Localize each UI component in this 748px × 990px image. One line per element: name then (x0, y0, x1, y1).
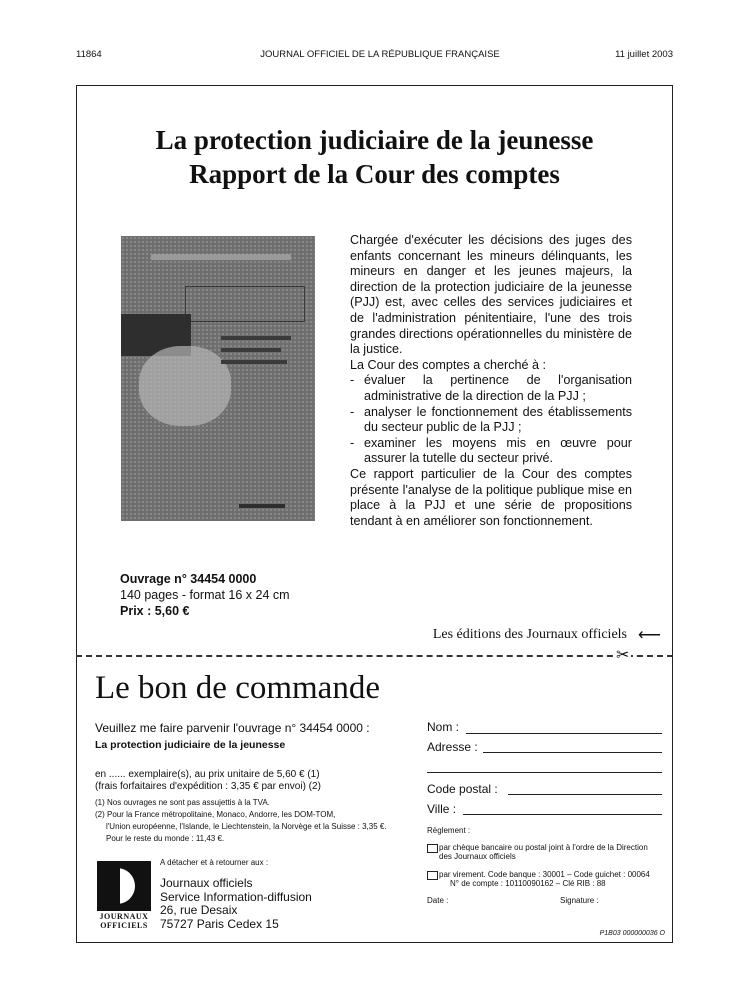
adresse-label: Adresse : (427, 740, 478, 754)
page-number: 11864 (76, 49, 102, 60)
list-item: - examiner les moyens mis en œuvre pour assurer la tutelle du secteur privé. (350, 436, 632, 467)
footnote-2: (2) Pour la France métropolitaine, Monaco, Andorre, les DOM-TOM, (95, 810, 336, 819)
ouvrage-number: Ouvrage n° 34454 0000 (120, 572, 257, 586)
order-book-title: La protection judiciaire de la jeunesse (95, 739, 286, 751)
ad-subtitle: Rapport de la Cour des comptes (189, 159, 560, 189)
logo-text-line2: OFFICIELS (100, 921, 148, 930)
scissors-icon: ✂ (616, 647, 630, 664)
ville-label: Ville : (427, 802, 457, 816)
list-item: - évaluer la pertinence de l'organisation administrative de la direction de la PJJ ; (350, 373, 632, 404)
code-postal-field[interactable] (508, 794, 662, 795)
cheque-checkbox[interactable] (427, 844, 438, 853)
objectives-list (350, 373, 632, 467)
signature-label: Signature : (560, 896, 599, 905)
compte-line: N° de compte : 10110090162 – Clé RIB : 88 (450, 879, 606, 888)
arrow-icon: ⟵ (638, 627, 661, 644)
description-intro: Chargée d'exécuter les décisions des juges des enfants concernant les mineurs délinquants, les mineurs en danger et les jeunes majeurs, la direction de la protection judiciaire de la jeunesse (PJJ) est, avec celles des services judiciaires et de l'administration pénitentiaire, l'une des trois grandes directions opérationnelles du ministère de la justice. (350, 233, 632, 357)
date-label: Date : (427, 896, 449, 905)
adresse-field-line2[interactable] (427, 772, 662, 773)
cut-line (76, 655, 673, 657)
order-request: Veuillez me faire parvenir l'ouvrage n° 34454 0000 : (95, 721, 370, 735)
adresse-field[interactable] (483, 752, 662, 753)
order-form-title: Le bon de commande (95, 670, 380, 706)
book-description (350, 233, 632, 529)
nom-label: Nom : (427, 720, 460, 734)
list-item: - analyser le fonctionnement des établissements du secteur public de la PJJ ; (350, 405, 632, 436)
virement-option: par virement. Code banque : 30001 – Code guichet : 00064 (439, 870, 650, 879)
address-line-2: Service Information-diffusion (160, 889, 312, 904)
header-date: 11 juillet 2003 (615, 49, 673, 60)
book-format: 140 pages - format 16 x 24 cm (120, 588, 290, 602)
code-postal-label: Code postal : (427, 782, 498, 796)
address-line-1: Journaux officiels (160, 876, 253, 890)
journal-title: JOURNAL OFFICIEL DE LA RÉPUBLIQUE FRANÇAISE (260, 49, 500, 60)
quantity-line: en ...... exemplaire(s), au prix unitaire de 5,60 € (1) (95, 769, 320, 780)
shipping-line: (frais forfaitaires d'expédition : 3,35 € par envoi) (2) (95, 781, 321, 792)
book-cover-image (121, 236, 315, 521)
ville-field[interactable] (463, 814, 662, 815)
address-line-4: 75727 Paris Cedex 15 (160, 916, 279, 931)
cheque-option: par chèque bancaire ou postal joint à l'ordre de la Direction des Journaux officiels (439, 843, 648, 861)
footnote-2-continued: l'Union européenne, l'Islande, le Liechtenstein, la Norvège et la Suisse : 3,35 €. (106, 822, 387, 831)
description-conclusion: Ce rapport particulier de la Cour des comptes présente l'analyse de la politique publique mise en place à la PJJ et une série de propositions tendant à en améliorer son fonctionnement. (350, 466, 632, 528)
reglement-label: Règlement : (427, 826, 471, 835)
nom-field[interactable] (466, 733, 662, 734)
return-address (160, 877, 312, 931)
description-lead: La Cour des comptes a cherché à : (350, 357, 547, 372)
book-price: Prix : 5,60 € (120, 604, 190, 618)
address-line-3: 26, rue Desaix (160, 903, 238, 917)
footnote-1: (1) Nos ouvrages ne sont pas assujettis à la TVA. (95, 798, 270, 807)
virement-checkbox[interactable] (427, 871, 438, 880)
reference-code: P1B03 000000036 O (599, 930, 665, 937)
logo-text-line1: JOURNAUX (99, 912, 149, 921)
publisher-line: Les éditions des Journaux officiels (432, 627, 627, 642)
ad-title: La protection judiciaire de la jeunesse (155, 125, 594, 155)
footnote-2-rest-of-world: Pour le reste du monde : 11,43 €. (106, 834, 225, 843)
detach-instruction: A détacher et à retourner aux : (160, 858, 269, 867)
journaux-officiels-logo (97, 861, 151, 931)
